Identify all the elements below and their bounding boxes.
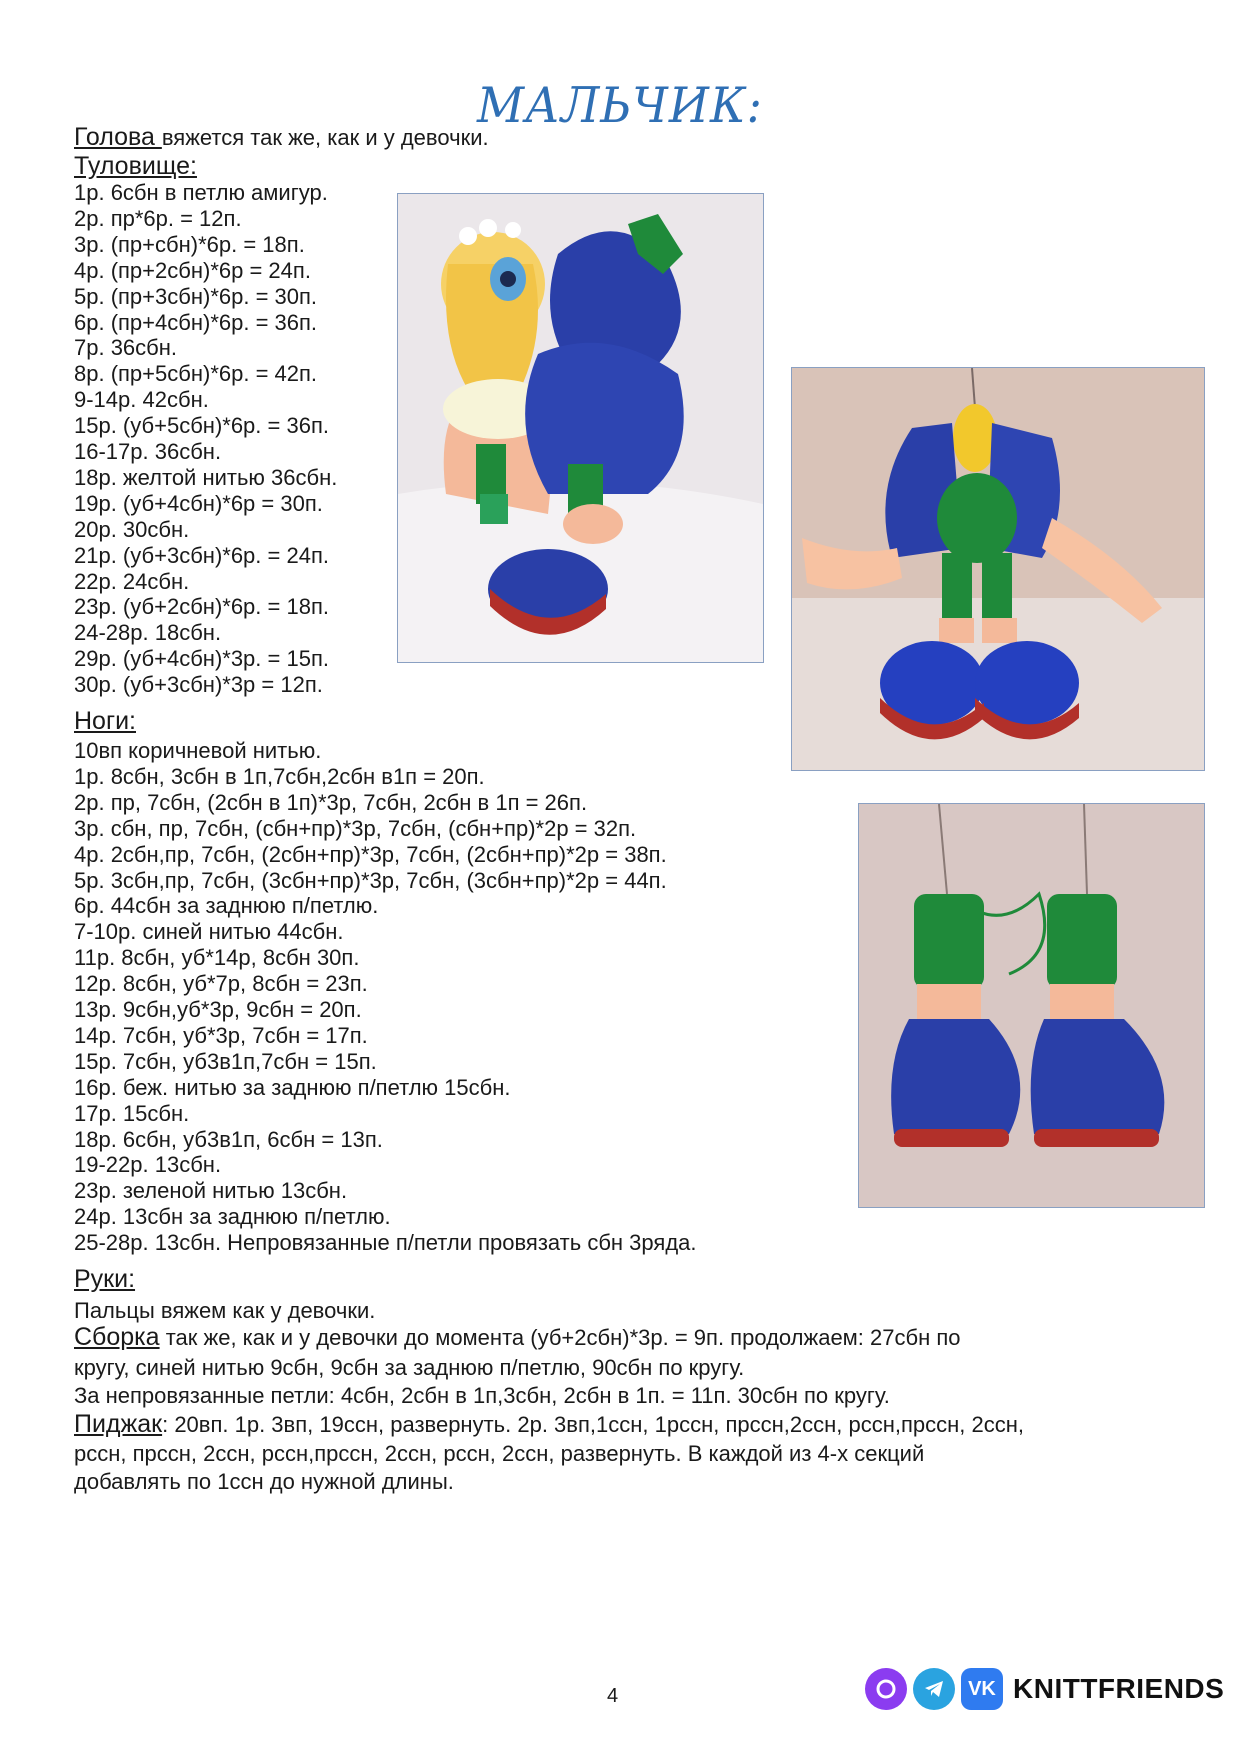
torso-row: 15р. (уб+5сбн)*6р. = 36п.: [74, 413, 329, 439]
arms-heading: Руки:: [74, 1265, 136, 1293]
torso-row: 5р. (пр+3сбн)*6р. = 30п.: [74, 283, 318, 309]
brand-footer: [865, 1668, 1224, 1710]
legs-row: 17р. 15сбн.: [74, 1100, 190, 1126]
torso-row: 30р. (уб+3сбн)*3р = 12п.: [74, 672, 323, 698]
legs-row: 5р. 3сбн,пр, 7сбн, (3сбн+пр)*3р, 7сбн, (3сбн+пр)*2р = 44п.: [74, 867, 667, 893]
torso-row: 23р. (уб+2сбн)*6р. = 18п.: [74, 594, 329, 620]
legs-row: 4р. 2сбн,пр, 7сбн, (2сбн+пр)*3р, 7сбн, (2сбн+пр)*2р = 38п.: [74, 841, 667, 867]
legs-row: 7-10р. синей нитью 44сбн.: [74, 919, 344, 945]
photo-dolls-pair: [397, 193, 764, 663]
jacket-text-1: : 20вп. 1р. 3вп, 19ссн, развернуть. 2р. 3вп,1ссн, 1рссн, прссн,2ссн, рссн,прссн, 2ссн,: [162, 1412, 1024, 1437]
legs-row: 10вп коричневой нитью.: [74, 738, 322, 763]
assembly-line-2: кругу, синей нитью 9сбн, 9сбн за заднюю п/петлю, 90сбн по кругу.: [74, 1355, 745, 1380]
torso-row: 22р. 24сбн.: [74, 568, 190, 594]
legs-row: 1р. 8сбн, 3сбн в 1п,7сбн,2сбн в1п = 20п.: [74, 763, 485, 789]
torso-row: 29р. (уб+4сбн)*3р. = 15п.: [74, 646, 329, 672]
legs-row: 3р. сбн, пр, 7сбн, (сбн+пр)*3р, 7сбн, (сбн+пр)*2р = 32п.: [74, 815, 637, 841]
torso-heading: Туловище:: [74, 152, 197, 180]
torso-row: 1р. 6сбн в петлю амигур.: [74, 180, 328, 205]
legs-row: 13р. 9сбн,уб*3р, 9сбн = 20п.: [74, 997, 362, 1022]
head-line: [74, 123, 489, 152]
legs-row: 6р. 44сбн за заднюю п/петлю.: [74, 893, 379, 919]
torso-row: 9-14р. 42сбн.: [74, 387, 209, 413]
body-jacket-illustration: [792, 368, 1204, 770]
assembly-label: Сборка: [74, 1323, 160, 1351]
legs-row: 23р. зеленой нитью 13сбн.: [74, 1178, 348, 1204]
max-messenger-icon[interactable]: [865, 1668, 907, 1710]
torso-row: 19р. (уб+4сбн)*6р = 30п.: [74, 490, 323, 516]
photo-body-jacket: [791, 367, 1205, 771]
torso-row: 6р. (пр+4сбн)*6р. = 36п.: [74, 309, 318, 335]
assembly-text-1: так же, как и у девочки до момента (уб+2сбн)*3р. = 9п. продолжаем: 27сбн по: [159, 1325, 961, 1350]
page-number: 4: [607, 1685, 619, 1707]
legs-heading: Ноги:: [74, 707, 136, 735]
dolls-pair-illustration: [398, 194, 763, 662]
legs-row: 12р. 8сбн, уб*7р, 8сбн = 23п.: [74, 971, 368, 997]
torso-row: 4р. (пр+2сбн)*6р = 24п.: [74, 257, 311, 283]
jacket-line-3: добавлять по 1ссн до нужной длины.: [74, 1469, 454, 1494]
legs-row: 15р. 7сбн, уб3в1п,7сбн = 15п.: [74, 1048, 377, 1074]
torso-row: 2р. пр*6р. = 12п.: [74, 205, 242, 231]
jacket-line-2: рссн, прссн, 2ссн, рссн,прссн, 2ссн, рссн, 2ссн, развернуть. В каждой из 4-х секций: [74, 1441, 925, 1466]
legs-row: 2р. пр, 7сбн, (2сбн в 1п)*3р, 7сбн, 2сбн в 1п = 26п.: [74, 789, 588, 815]
torso-row: 8р. (пр+5сбн)*6р. = 42п.: [74, 361, 318, 387]
torso-row: 7р. 36сбн.: [74, 335, 178, 361]
jacket-label: Пиджак: [74, 1410, 163, 1438]
torso-row: 3р. (пр+сбн)*6р. = 18п.: [74, 231, 305, 257]
vk-icon[interactable]: VK: [961, 1668, 1003, 1710]
head-text: вяжется так же, как и у девочки.: [161, 125, 489, 150]
photo-legs: [858, 803, 1205, 1208]
jacket-line-1: [74, 1410, 1024, 1439]
page-title: МАЛЬЧИК:: [476, 76, 764, 134]
legs-row: 18р. 6сбн, уб3в1п, 6сбн = 13п.: [74, 1126, 383, 1152]
assembly-line-1: [74, 1323, 961, 1352]
brand-name: KNITTFRIENDS: [1013, 1673, 1225, 1704]
head-label: Голова: [74, 123, 162, 151]
legs-illustration: [859, 804, 1204, 1207]
telegram-icon[interactable]: [913, 1668, 955, 1710]
legs-row: 11р. 8сбн, уб*14р, 8сбн 30п.: [74, 945, 360, 971]
torso-row: 21р. (уб+3сбн)*6р. = 24п.: [74, 542, 329, 568]
legs-row: 16р. беж. нитью за заднюю п/петлю 15сбн.: [74, 1074, 511, 1100]
torso-row: 18р. желтой нитью 36сбн.: [74, 464, 338, 490]
legs-row: 24р. 13сбн за заднюю п/петлю.: [74, 1204, 391, 1230]
torso-row: 20р. 30сбн.: [74, 516, 190, 542]
legs-row: 19-22р. 13сбн.: [74, 1152, 222, 1178]
torso-row: 24-28р. 18сбн.: [74, 620, 222, 646]
arms-text: Пальцы вяжем как у девочки.: [74, 1298, 376, 1323]
legs-row: 25-28р. 13сбн. Непровязанные п/петли провязать сбн 3ряда.: [74, 1230, 697, 1256]
torso-row: 16-17р. 36сбн.: [74, 439, 222, 464]
legs-row: 14р. 7сбн, уб*3р, 7сбн = 17п.: [74, 1022, 368, 1048]
assembly-line-3: За непровязанные петли: 4сбн, 2сбн в 1п,3сбн, 2сбн в 1п. = 11п. 30сбн по кругу.: [74, 1383, 890, 1408]
